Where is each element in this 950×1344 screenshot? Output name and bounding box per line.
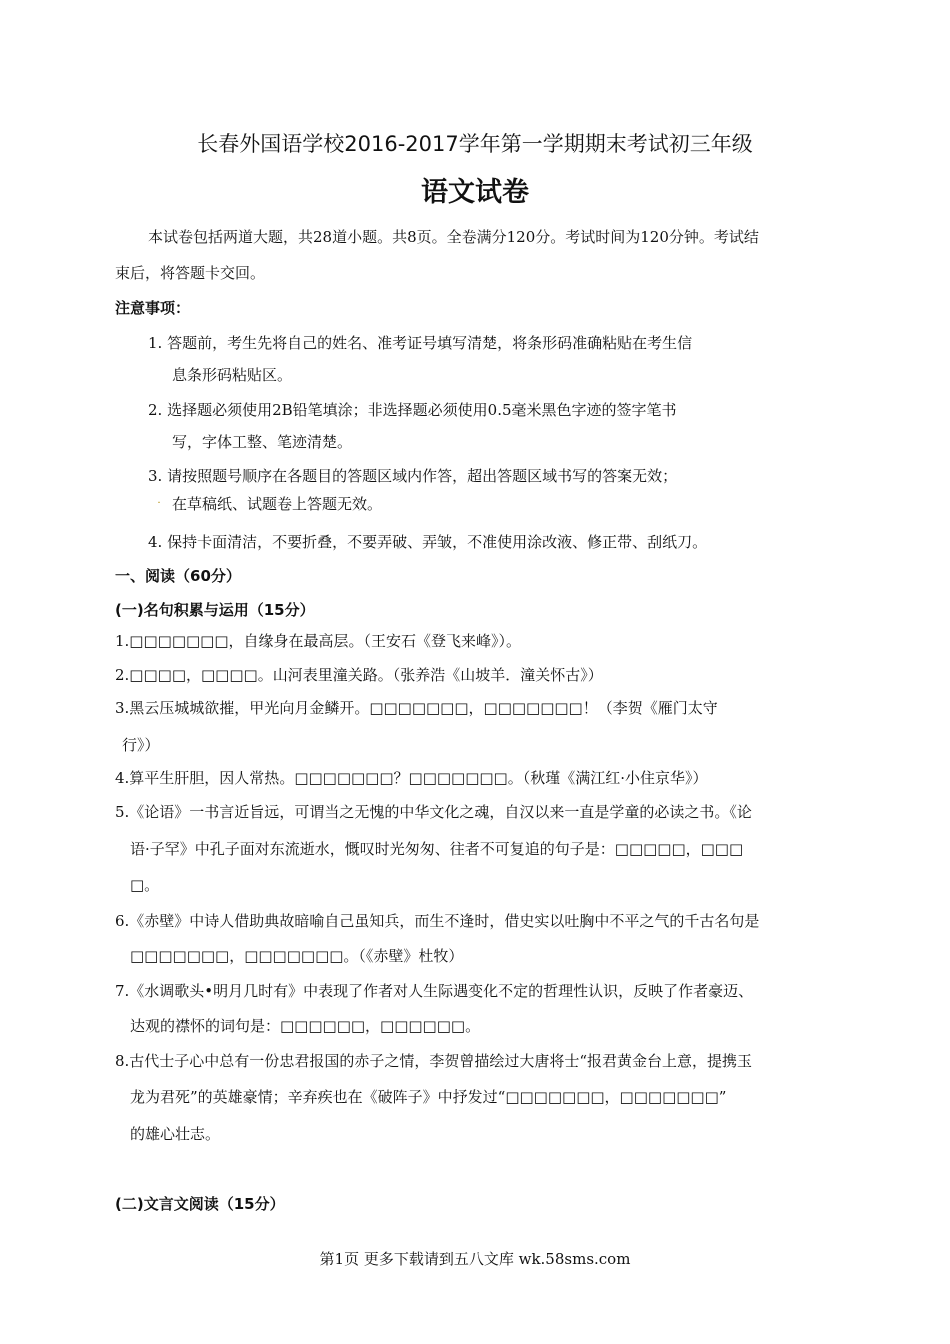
notice-item-2-line-2: 写，字体工整、笔迹清楚。 (172, 433, 353, 451)
question-4: 4.算平生肝胆，因人常热。□□□□□□□？□□□□□□□。（秋瑾《满江红·小住京华》） (115, 769, 708, 787)
page-footer: 第1页 更多下载请到五八文库 wk.58sms.com (319, 1250, 631, 1268)
question-2: 2.□□□□，□□□□。山河表里潼关路。（张养浩《山坡羊．潼关怀古》） (115, 666, 603, 684)
notice-item-1-line-1: 1. 答题前，考生先将自己的姓名、准考证号填写清楚，将条形码准确粘贴在考生信 (148, 334, 693, 352)
notice-item-3-line-1: 3. 请按照题号顺序在各题目的答题区域内作答，超出答题区域书写的答案无效； (148, 467, 678, 485)
part-1-heading: (一)名句积累与运用（15分） (115, 601, 315, 619)
stray-mark: ˙ (156, 500, 162, 514)
exam-title: 长春外国语学校2016-2017学年第一学期期末考试初三年级 (197, 132, 753, 156)
question-5-line-3: □。 (130, 876, 160, 894)
question-6-line-2: □□□□□□□，□□□□□□□。（《赤壁》杜牧） (130, 947, 464, 965)
question-3-line-2: 行》） (122, 736, 160, 754)
notice-item-3-line-2: 在草稿纸、试题卷上答题无效。 (172, 495, 383, 513)
question-7-line-2: 达观的襟怀的词句是：□□□□□□，□□□□□□。 (130, 1017, 481, 1035)
question-3-line-1: 3.黑云压城城欲摧，甲光向月金鳞开。□□□□□□□，□□□□□□□！（李贺《雁门太守 (115, 699, 718, 717)
section-1-heading: 一、阅读（60分） (115, 567, 241, 585)
notice-item-2-line-1: 2. 选择题必须使用2B铅笔填涂；非选择题必须使用0.5毫米黑色字迹的签字笔书 (148, 401, 677, 419)
question-8-line-3: 的雄心壮志。 (130, 1125, 221, 1143)
notice-item-1-line-2: 息条形码粘贴区。 (172, 366, 293, 384)
part-2-heading: (二)文言文阅读（15分） (115, 1195, 285, 1213)
intro-line-1: 本试卷包括两道大题，共28道小题。共8页。全卷满分120分。考试时间为120分钟。考试结 (148, 228, 759, 246)
exam-subtitle: 语文试卷 (421, 177, 529, 208)
question-6-line-1: 6.《赤壁》中诗人借助典故暗喻自己虽知兵，而生不逢时，借史实以吐胸中不平之气的千古名句是 (115, 912, 760, 930)
question-8-line-2: 龙为君死”的英雄豪情；辛弃疾也在《破阵子》中抒发过“□□□□□□□，□□□□□□□” (130, 1088, 727, 1106)
notice-heading: 注意事项： (115, 299, 191, 317)
notice-item-4: 4. 保持卡面清洁，不要折叠，不要弄破、弄皱，不准使用涂改液、修正带、刮纸刀。 (148, 533, 708, 551)
question-1: 1.□□□□□□□，自缘身在最高层。（王安石《登飞来峰》）。 (115, 632, 522, 650)
question-5-line-2: 语·子罕》中孔子面对东流逝水，慨叹时光匆匆、往者不可复追的句子是：□□□□□，□□□ (130, 840, 744, 858)
question-8-line-1: 8.古代士子心中总有一份忠君报国的赤子之情，李贺曾描绘过大唐将士“报君黄金台上意，提携玉 (115, 1052, 752, 1070)
intro-line-2: 束后，将答题卡交回。 (115, 264, 266, 282)
question-5-line-1: 5.《论语》一书言近旨远，可谓当之无愧的中华文化之魂，自汉以来一直是学童的必读之书。《论 (115, 803, 752, 821)
question-7-line-1: 7.《水调歌头•明月几时有》中表现了作者对人生际遇变化不定的哲理性认识，反映了作者豪迈、 (115, 982, 754, 1000)
